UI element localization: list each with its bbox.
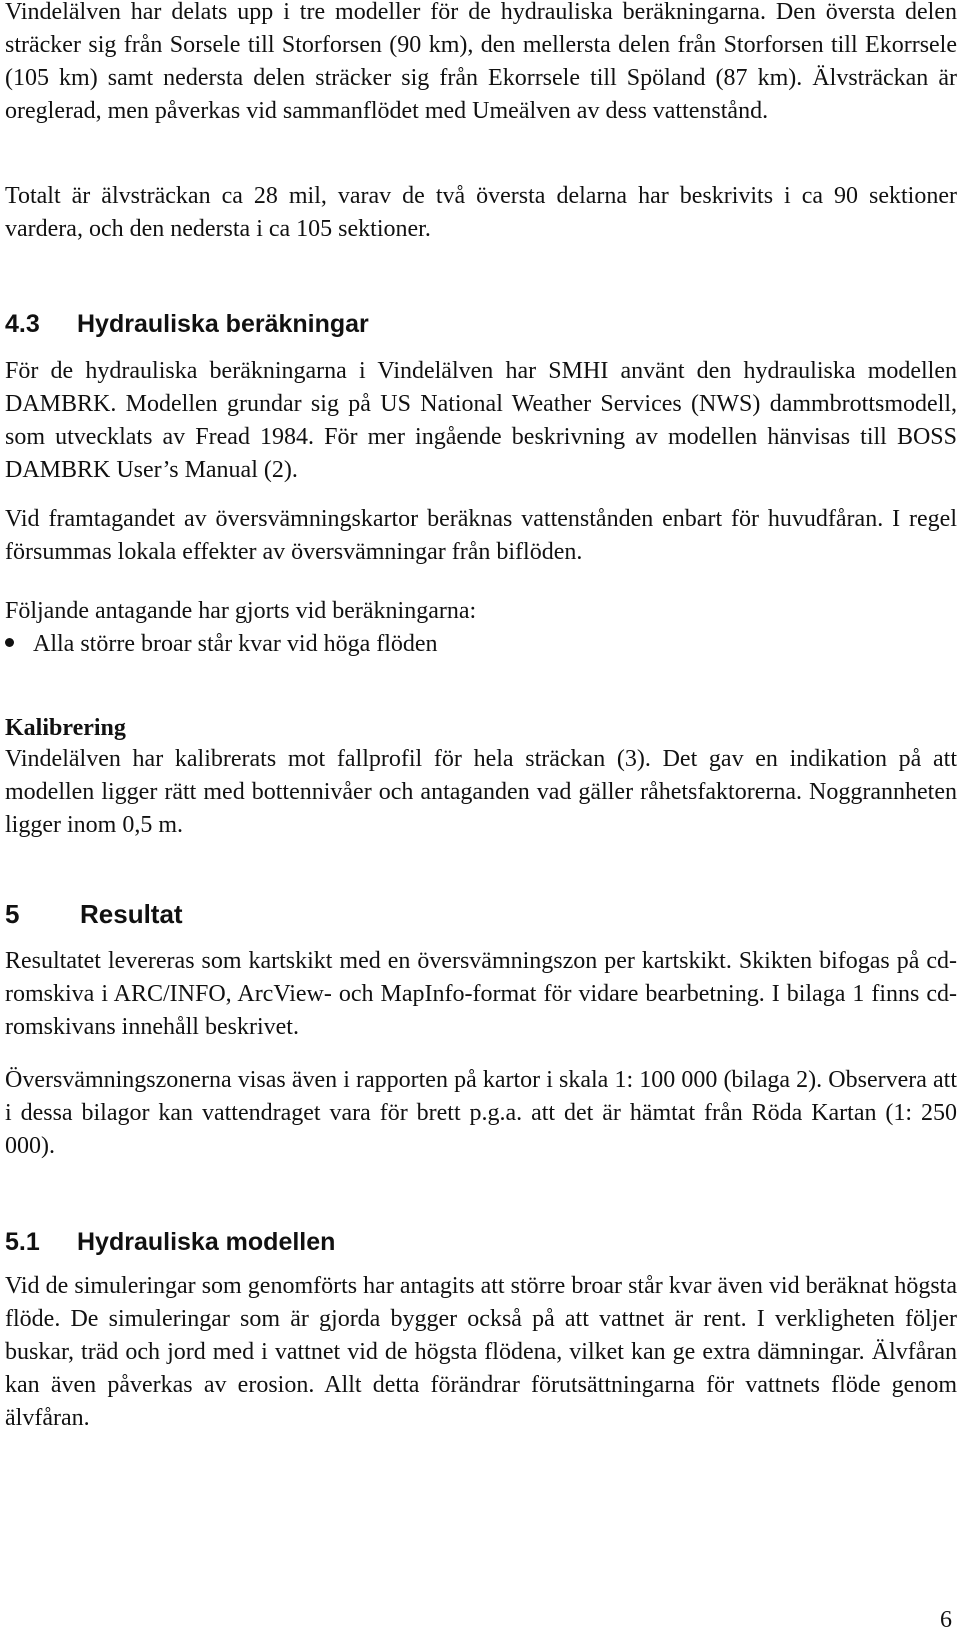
bullet-icon — [5, 638, 14, 647]
bullet-text: Alla större broar står kvar vid höga flöden — [33, 631, 438, 657]
heading-title: Hydrauliska beräkningar — [77, 310, 369, 338]
paragraph-simulations: Vid de simuleringar som genomförts har antagits att större broar står kvar även vid beräknat högsta flöde. De simuleringar som är gjorda bygger också på att vattnet är rent. I verkligheten följer buskar, träd och jord med i vattnet vid de högsta flödena, vilket kan ge extra dämningar. Älvfåran kan även påverkas av erosion. Allt detta förändrar förutsättningarna för vattnets flöde genom älvfåran. — [5, 1273, 957, 1431]
paragraph-river-length: Totalt är älvsträckan ca 28 mil, varav de två översta delarna har beskrivits i ca 90 sektioner vardera, och den nedersta i ca 105 sektioner. — [5, 183, 957, 242]
paragraph-result-layers: Resultatet levereras som kartskikt med en översvämningszon per kartskikt. Skikten bifogas på cd-romskiva i ARC/INFO, ArcView- och MapInfo-format för vidare bearbetning. I bilaga 1 finns cd-romskivans innehåll beskrivet. — [5, 948, 957, 1040]
heading-title: Hydrauliska modellen — [77, 1228, 336, 1256]
paragraph-assumptions-intro: Följande antagande har gjorts vid beräkningarna: — [5, 598, 477, 624]
list-item — [5, 628, 955, 661]
paragraph-main-channel: Vid framtagandet av översvämningskartor beräknas vattenstånden enbart för huvudfåran. I regel försummas lokala effekter av översvämningar från biflöden. — [5, 506, 957, 565]
heading-5 — [5, 899, 183, 929]
paragraph-dambrk: För de hydrauliska beräkningarna i Vindelälven har SMHI använt den hydrauliska modellen DAMBRK. Modellen grundar sig på US National Weather Services (NWS) dammbrottsmodell, som utvecklats av Fread 1984. För mer ingående beskrivning av modellen hänvisas till BOSS DAMBRK User’s Manual (2). — [5, 358, 957, 483]
heading-kalibrering: Kalibrering — [5, 715, 126, 741]
heading-title: Resultat — [80, 899, 183, 929]
paragraph-flood-zones: Översvämningszonerna visas även i rapporten på kartor i skala 1: 100 000 (bilaga 2). Observera att i dessa bilagor kan vattendraget vara för brett p.g.a. att det är hämtat från Röda Kartan (1: 250 000). — [5, 1067, 957, 1159]
page-number: 6 — [940, 1607, 952, 1633]
heading-number: 5 — [5, 899, 20, 929]
heading-number: 5.1 — [5, 1228, 40, 1256]
heading-4-3 — [5, 309, 369, 339]
heading-5-1 — [5, 1227, 335, 1257]
paragraph-model-division: Vindelälven har delats upp i tre modeller för de hydrauliska beräkningarna. Den översta delen sträcker sig från Sorsele till Storforsen (90 km), den mellersta delen från Storforsen till Ekorrsele (105 km) samt nedersta delen sträcker sig från Ekorrsele till Spöland (87 km). Älvsträckan är oreglerad, men påverkas vid sammanflödet med Umeälven av dess vattenstånd. — [5, 0, 957, 124]
paragraph-calibration: Vindelälven har kalibrerats mot fallprofil för hela sträckan (3). Det gav en indikation på att modellen ligger rätt med bottennivåer och antaganden vad gäller råhetsfaktorerna. Noggrannheten ligger inom 0,5 m. — [5, 746, 957, 838]
heading-number: 4.3 — [5, 310, 40, 338]
